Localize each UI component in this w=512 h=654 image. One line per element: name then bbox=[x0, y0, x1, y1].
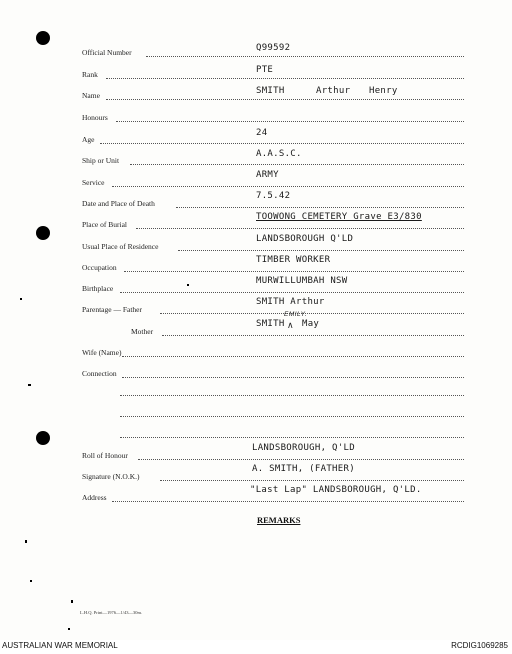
dotted-rule bbox=[112, 501, 464, 502]
value-address: "Last Lap" LANDSBOROUGH, Q'LD. bbox=[250, 485, 422, 495]
label-ship-or-unit: Ship or Unit bbox=[82, 156, 120, 165]
label-name: Name bbox=[82, 91, 100, 100]
dotted-rule bbox=[106, 99, 464, 100]
row-roll-of-honour bbox=[0, 443, 512, 464]
row-occupation bbox=[0, 255, 512, 276]
row-honours bbox=[0, 110, 512, 126]
value-usual-residence: LANDSBOROUGH Q'LD bbox=[256, 234, 354, 244]
footer-institution: AUSTRALIAN WAR MEMORIAL bbox=[2, 641, 118, 650]
row-ship-or-unit bbox=[0, 149, 512, 169]
value-surname: SMITH bbox=[256, 86, 285, 96]
scan-speck bbox=[71, 600, 73, 603]
remarks-heading: REMARKS bbox=[257, 515, 301, 525]
row-father bbox=[0, 297, 512, 318]
connection-line bbox=[120, 395, 464, 396]
row-address bbox=[0, 485, 512, 506]
label-usual-residence: Usual Place of Residence bbox=[82, 242, 159, 251]
dotted-rule bbox=[146, 56, 464, 57]
row-name bbox=[0, 88, 512, 104]
row-wife bbox=[0, 345, 512, 361]
dotted-rule bbox=[116, 121, 464, 122]
dotted-rule bbox=[124, 271, 464, 272]
scan-speck bbox=[30, 580, 32, 582]
dotted-rule bbox=[136, 228, 464, 229]
row-official-number bbox=[0, 45, 512, 61]
label-date-place-of-death: Date and Place of Death bbox=[82, 199, 155, 208]
value-occupation: TIMBER WORKER bbox=[256, 255, 331, 265]
value-roll-of-honour: LANDSBOROUGH, Q'LD bbox=[252, 443, 355, 453]
dotted-rule bbox=[100, 143, 464, 144]
row-mother bbox=[0, 311, 512, 340]
connection-line bbox=[120, 437, 464, 438]
value-mother-surname: SMITH bbox=[256, 319, 285, 329]
row-place-of-burial bbox=[0, 212, 512, 233]
value-age: 24 bbox=[256, 128, 268, 138]
dotted-rule bbox=[178, 250, 464, 251]
value-signature: A. SMITH, (FATHER) bbox=[252, 464, 355, 474]
label-connection: Connection bbox=[82, 369, 117, 378]
label-signature: Signature (N.O.K.) bbox=[82, 472, 140, 481]
value-service: ARMY bbox=[256, 170, 279, 180]
label-roll-of-honour: Roll of Honour bbox=[82, 451, 128, 460]
dotted-rule bbox=[120, 292, 464, 293]
scan-speck bbox=[20, 298, 22, 300]
label-official-number: Official Number bbox=[82, 48, 132, 57]
dotted-rule bbox=[160, 480, 464, 481]
row-birthplace bbox=[0, 276, 512, 297]
label-mother: Mother bbox=[131, 327, 154, 336]
row-usual-residence bbox=[0, 234, 512, 255]
scan-speck bbox=[25, 540, 27, 543]
label-address: Address bbox=[82, 493, 107, 502]
handwritten-emily: EMILY. bbox=[284, 311, 308, 318]
label-honours: Honours bbox=[82, 113, 108, 122]
label-place-of-burial: Place of Burial bbox=[82, 220, 127, 229]
printer-imprint: L.H.Q. Print—1976—1/43—30m. bbox=[80, 610, 143, 615]
row-connection bbox=[0, 366, 512, 382]
row-age bbox=[0, 128, 512, 148]
footer-record-id: RCDIG1069285 bbox=[451, 641, 508, 650]
punch-hole-bottom bbox=[36, 431, 50, 445]
label-age: Age bbox=[82, 135, 95, 144]
dotted-rule bbox=[106, 78, 464, 79]
row-date-place-of-death bbox=[0, 191, 512, 212]
connection-line bbox=[120, 416, 464, 417]
label-service: Service bbox=[82, 178, 105, 187]
value-official-number: Q99592 bbox=[256, 43, 291, 53]
dotted-rule bbox=[176, 207, 464, 208]
value-date-place-of-death: 7.5.42 bbox=[256, 191, 291, 201]
dotted-rule bbox=[112, 186, 464, 187]
value-given-name-1: Arthur bbox=[316, 86, 351, 96]
label-father: Parentage — Father bbox=[82, 305, 142, 314]
row-service bbox=[0, 170, 512, 191]
value-father: SMITH Arthur bbox=[256, 297, 325, 307]
punch-hole-top bbox=[36, 31, 50, 45]
value-birthplace: MURWILLUMBAH NSW bbox=[256, 276, 348, 286]
row-signature bbox=[0, 464, 512, 485]
dotted-rule bbox=[162, 335, 464, 336]
value-mother-given: May bbox=[302, 319, 320, 329]
archive-footer bbox=[0, 640, 512, 654]
dotted-rule bbox=[138, 459, 464, 460]
label-occupation: Occupation bbox=[82, 263, 117, 272]
label-rank: Rank bbox=[82, 70, 98, 79]
dotted-rule bbox=[122, 377, 464, 378]
insertion-caret: ∧ bbox=[287, 320, 295, 330]
value-given-name-2: Henry bbox=[369, 86, 398, 96]
dotted-rule bbox=[130, 164, 464, 165]
dotted-rule bbox=[122, 356, 464, 357]
scan-speck bbox=[28, 384, 31, 386]
label-birthplace: Birthplace bbox=[82, 284, 114, 293]
label-wife: Wife (Name) bbox=[82, 348, 122, 357]
value-rank: PTE bbox=[256, 65, 274, 75]
dotted-rule bbox=[160, 313, 464, 314]
scan-speck bbox=[68, 628, 70, 630]
row-rank bbox=[0, 67, 512, 83]
value-ship-or-unit: A.A.S.C. bbox=[256, 149, 302, 159]
value-place-of-burial: TOOWONG CEMETERY Grave E3/830 bbox=[256, 212, 422, 222]
